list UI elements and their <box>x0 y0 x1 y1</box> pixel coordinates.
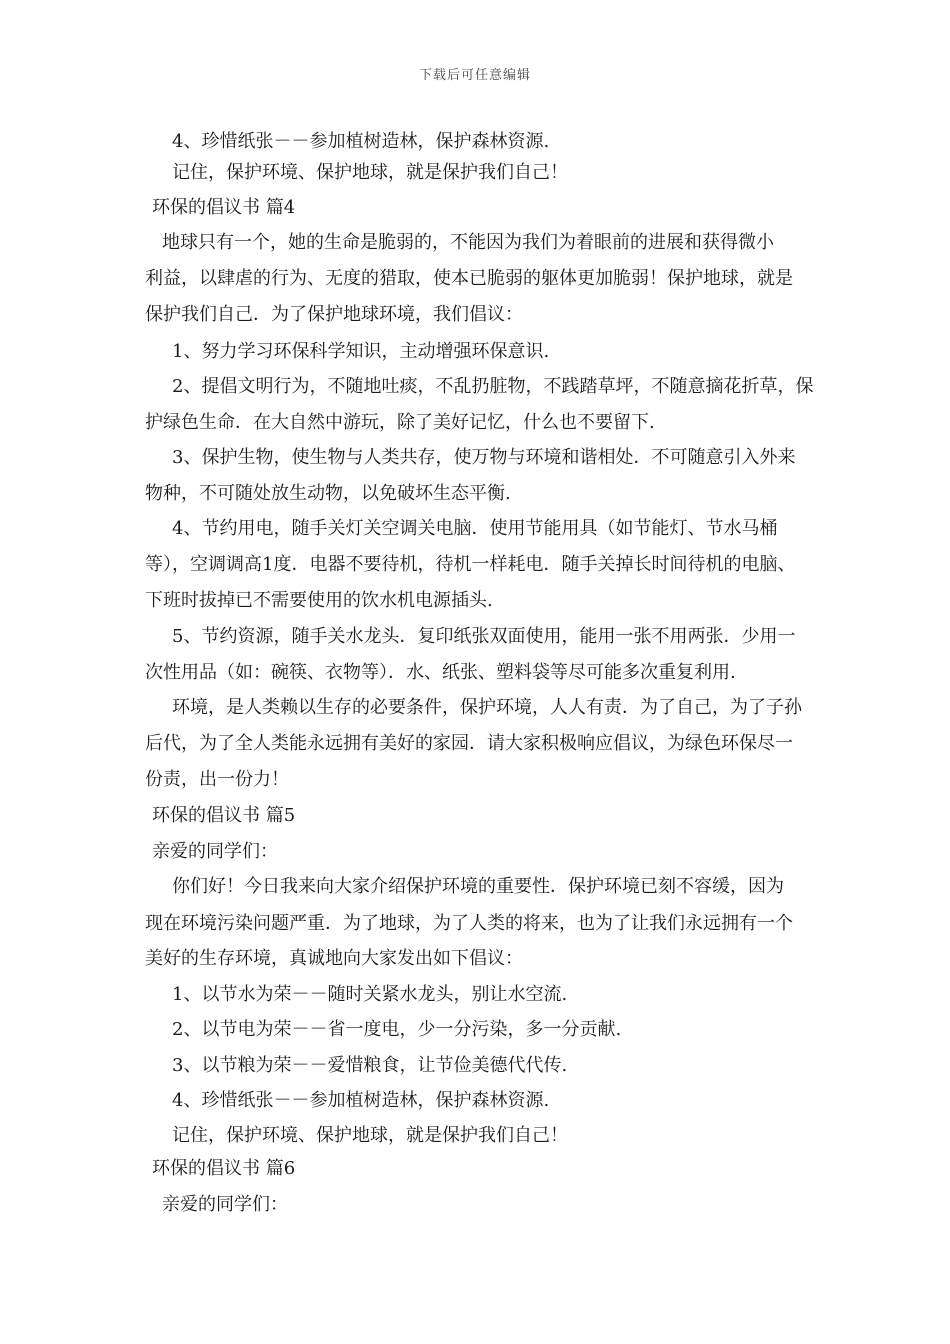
paragraph-line: 保护我们自己．为了保护地球环境，我们倡议： <box>145 304 523 325</box>
paragraph-line: 后代，为了全人类能永远拥有美好的家园．请大家积极响应倡议，为绿色环保尽一 <box>145 733 793 754</box>
list-item: 5、节约资源，随手关水龙头．复印纸张双面使用，能用一张不用两张．少用一 <box>172 626 796 647</box>
section-heading: 环保的倡议书 篇4 <box>152 197 296 218</box>
paragraph-line: 护绿色生命．在大自然中游玩，除了美好记忆，什么也不要留下. <box>145 412 655 433</box>
salutation: 亲爱的同学们： <box>162 1194 288 1215</box>
list-item: 3、以节粮为荣－－爱惜粮食，让节俭美德代代传. <box>172 1055 568 1076</box>
list-item: 1、以节水为荣－－随时关紧水龙头，别让水空流. <box>172 984 568 1005</box>
paragraph-line: 下班时拔掉已不需要使用的饮水机电源插头. <box>145 590 493 611</box>
paragraph-line: 等），空调调高1度．电器不要待机，待机一样耗电．随手关掉长时间待机的电脑、 <box>145 554 796 575</box>
paragraph-line: 美好的生存环境，真诚地向大家发出如下倡议： <box>145 948 523 969</box>
paragraph-line: 份责，出一份力！ <box>145 769 289 790</box>
list-item: 4、节约用电，随手关灯关空调关电脑．使用节能用具（如节能灯、节水马桶 <box>172 518 778 539</box>
page-header: 下载后可任意编辑 <box>418 68 531 83</box>
paragraph-line: 记住，保护环境、保护地球，就是保护我们自己！ <box>172 1125 568 1146</box>
paragraph-line: 地球只有一个，她的生命是脆弱的，不能因为我们为着眼前的进展和获得微小 <box>162 232 774 253</box>
list-item: 2、提倡文明行为，不随地吐痰，不乱扔脏物，不践踏草坪，不随意摘花折草，保 <box>172 376 814 397</box>
list-item: 1、努力学习环保科学知识，主动增强环保意识. <box>172 341 550 362</box>
section-heading: 环保的倡议书 篇6 <box>152 1158 296 1179</box>
paragraph-line: 环境，是人类赖以生存的必要条件，保护环境，人人有责．为了自己，为了子孙 <box>172 697 802 718</box>
list-item: 2、以节电为荣－－省一度电，少一分污染，多一分贡献. <box>172 1019 622 1040</box>
list-item: 3、保护生物，使生物与人类共存，使万物与环境和谐相处．不可随意引入外来 <box>172 447 796 468</box>
list-item: 4、珍惜纸张－－参加植树造林，保护森林资源. <box>172 1090 550 1111</box>
section-heading: 环保的倡议书 篇5 <box>152 805 296 826</box>
salutation: 亲爱的同学们： <box>152 841 278 862</box>
paragraph-line: 现在环境污染问题严重．为了地球，为了人类的将来，也为了让我们永远拥有一个 <box>145 913 793 934</box>
paragraph-line: 次性用品（如：碗筷、衣物等）．水、纸张、塑料袋等尽可能多次重复利用. <box>145 662 736 683</box>
paragraph-line: 物种，不可随处放生动物，以免破坏生态平衡. <box>145 483 511 504</box>
paragraph-line: 利益，以肆虐的行为、无度的猎取，使本已脆弱的躯体更加脆弱！保护地球，就是 <box>145 268 793 289</box>
paragraph-line: 记住，保护环境、保护地球，就是保护我们自己！ <box>172 162 568 183</box>
paragraph-line: 你们好！今日我来向大家介绍保护环境的重要性．保护环境已刻不容缓，因为 <box>172 876 784 897</box>
list-item: 4、珍惜纸张－－参加植树造林，保护森林资源. <box>172 131 550 152</box>
